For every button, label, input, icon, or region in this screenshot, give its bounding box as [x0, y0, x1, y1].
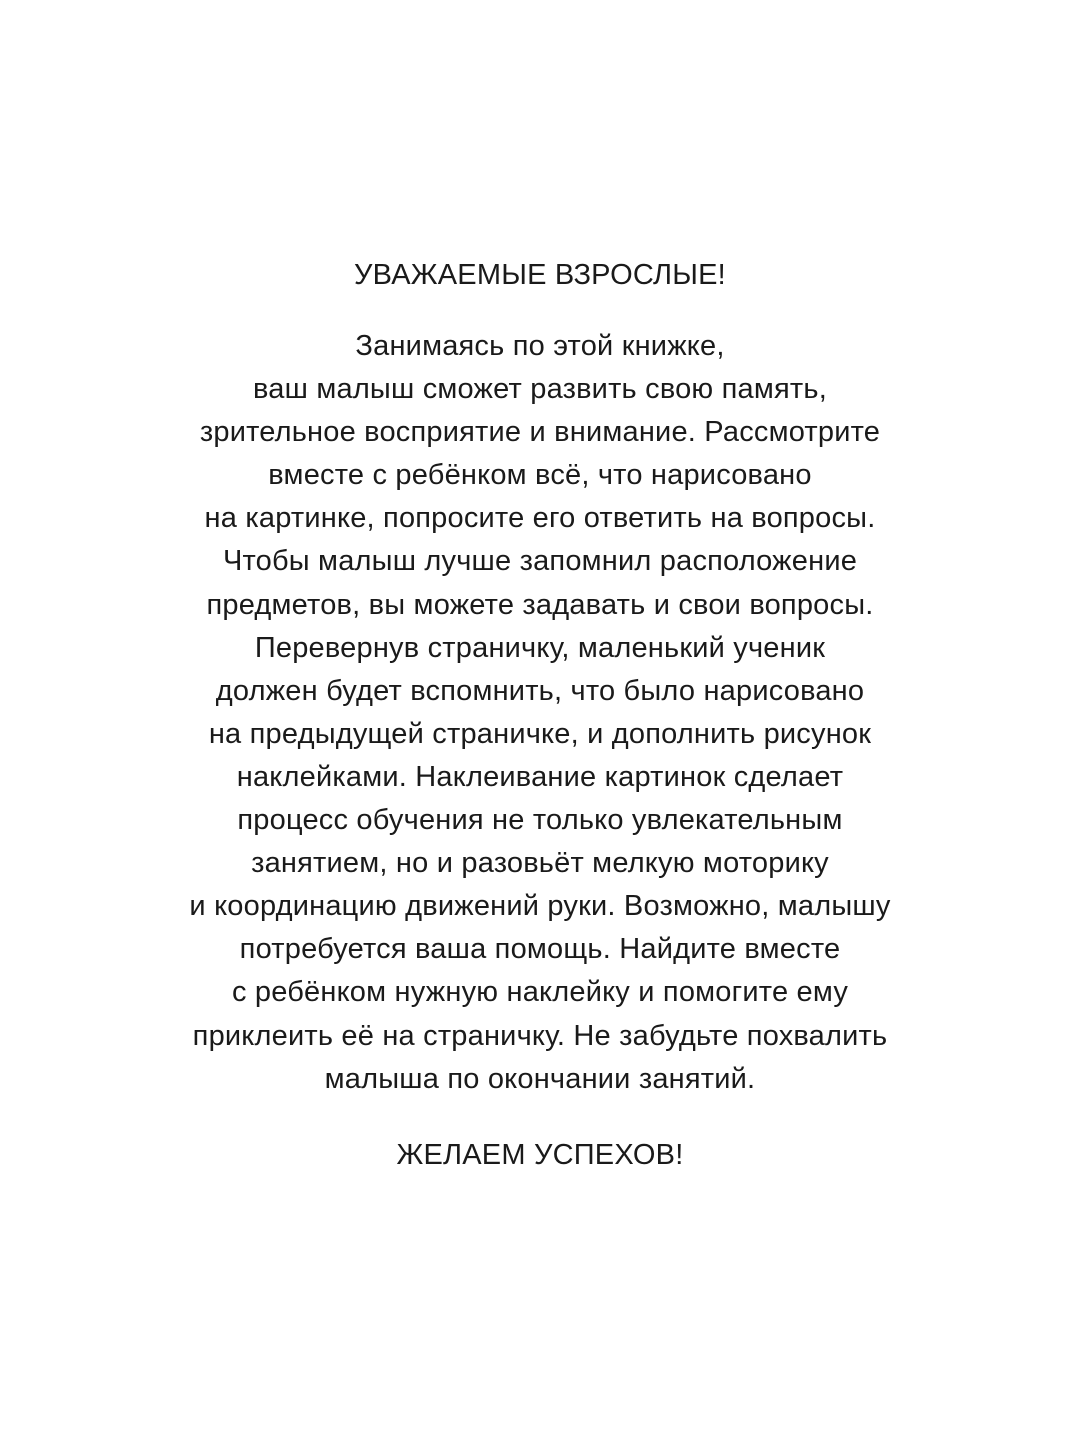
page-heading: УВАЖАЕМЫЕ ВЗРОСЛЫЕ! [354, 259, 726, 291]
body-line: процесс обучения не только увлекательным [237, 804, 843, 837]
body-line: вместе с ребёнком всё, что нарисовано [268, 459, 812, 492]
closing-text: ЖЕЛАЕМ УСПЕХОВ! [396, 1139, 684, 1171]
body-line: Чтобы малыш лучше запомнил расположение [222, 545, 858, 578]
body-line: потребуется ваша помощь. Найдите вместе [239, 933, 841, 966]
body-line: с ребёнком нужную наклейку и помогите ему [231, 976, 849, 1009]
body-paragraph [0, 325, 1080, 1101]
body-line: Занимаясь по этой книжке, [355, 330, 725, 362]
body-line: на картинке, попросите его ответить на вопросы. [204, 502, 876, 535]
body-line: предметов, вы можете задавать и свои вопросы. [206, 588, 874, 621]
body-line: приклеить её на страничку. Не забудьте похвалить [192, 1019, 888, 1052]
body-line: наклейками. Наклеивание картинок сделает [236, 760, 844, 793]
body-line: малыша по окончании занятий. [324, 1062, 756, 1095]
body-line: занятием, но и разовьёт мелкую моторику [251, 847, 829, 880]
body-line: Перевернув страничку, маленький ученик [254, 631, 826, 664]
body-line: на предыдущей страничке, и дополнить рисунок [208, 717, 872, 750]
body-line: ваш малыш сможет развить свою память, [253, 373, 827, 406]
body-line: зрительное восприятие и внимание. Рассмотрите [199, 416, 881, 449]
body-line: и координацию движений руки. Возможно, малышу [189, 890, 891, 923]
body-line: должен будет вспомнить, что было нарисовано [215, 674, 865, 707]
